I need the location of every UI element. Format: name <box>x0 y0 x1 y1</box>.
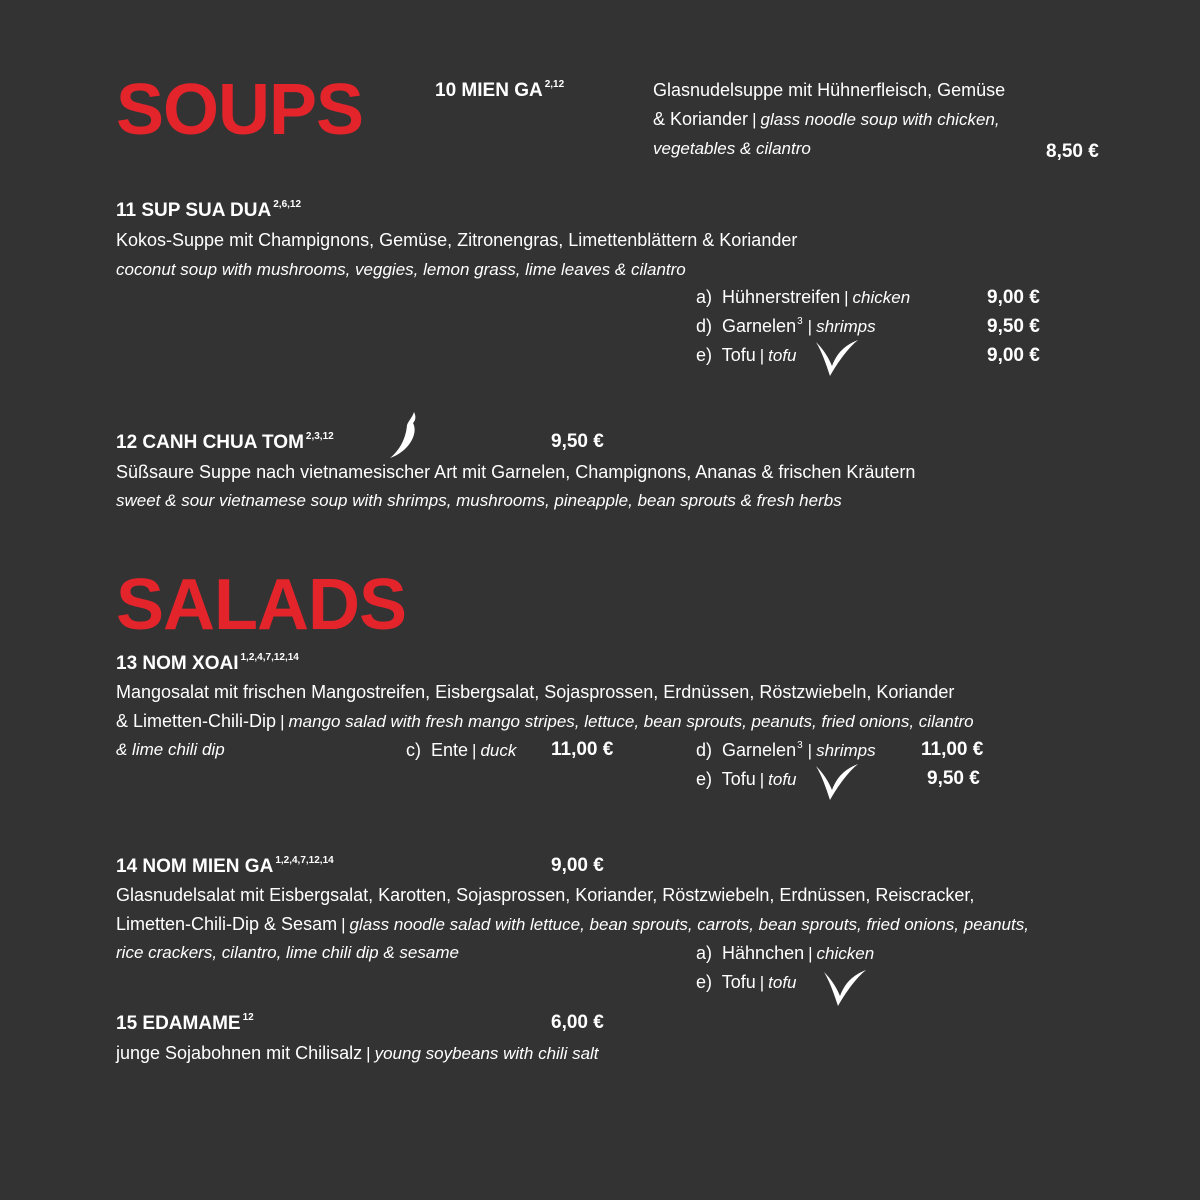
chili-icon <box>386 410 422 460</box>
dish-name: 10 MIEN GA <box>435 80 543 101</box>
dish-description-de: Mangosalat mit frischen Mangostreifen, Eisbergsalat, Sojasprossen, Erdnüssen, Röstzwiebeln, Koriander <box>116 682 955 702</box>
option-name-en: tofu <box>768 973 797 992</box>
allergen-codes: 1,2,4,7,12,14 <box>240 652 299 663</box>
option-price: 11,00 € <box>551 739 614 760</box>
separator: | <box>807 741 813 760</box>
option-code: e) <box>696 769 713 789</box>
option-price: 9,50 € <box>987 316 1040 337</box>
dish-title-mien-ga <box>435 79 564 102</box>
allergen-codes: 2,12 <box>544 79 565 90</box>
dish-description-de: Limetten-Chili-Dip & Sesam <box>116 914 338 934</box>
option-name-en: duck <box>480 741 517 760</box>
separator: | <box>752 110 757 129</box>
option-name-de: Tofu <box>721 769 756 789</box>
option-code: d) <box>696 316 713 336</box>
allergen-codes: 1,2,4,7,12,14 <box>275 855 334 866</box>
option-a <box>696 943 874 964</box>
separator: | <box>759 346 765 365</box>
dish-title-nom-mien-ga <box>116 855 334 878</box>
option-name-en: chicken <box>816 944 875 963</box>
option-name-de: Ente <box>431 740 469 760</box>
dish-price: 6,00 € <box>551 1012 604 1033</box>
dish-description-de: Glasnudelsuppe mit Hühnerfleisch, Gemüse <box>653 80 1006 100</box>
separator: | <box>759 770 765 789</box>
separator: | <box>341 915 346 934</box>
dish-price: 8,50 € <box>1046 141 1099 162</box>
option-e <box>696 345 797 366</box>
soups-heading: SOUPS <box>116 70 364 150</box>
dish-name: 12 CANH CHUA TOM <box>116 432 304 453</box>
option-code: a) <box>696 287 713 307</box>
dish-description-en: & lime chili dip <box>116 740 225 759</box>
option-name-de: Tofu <box>721 345 756 365</box>
separator: | <box>759 973 765 992</box>
dish-description-de: & Koriander <box>653 109 749 129</box>
option-c <box>406 740 516 761</box>
salads-heading: SALADS <box>116 565 407 645</box>
option-code: d) <box>696 740 713 760</box>
dish-description-line <box>116 914 1029 935</box>
dish-price: 9,00 € <box>551 855 604 876</box>
dish-description-de: junge Sojabohnen mit Chilisalz <box>116 1043 363 1063</box>
separator: | <box>844 288 849 307</box>
dish-description-en: glass noodle soup with chicken, <box>760 110 1000 129</box>
dish-description-en: glass noodle salad with lettuce, bean sprouts, carrots, bean sprouts, fried onions, peanuts, <box>349 915 1029 934</box>
allergen-codes: 12 <box>242 1012 254 1023</box>
option-name-de: Garnelen <box>722 316 797 336</box>
dish-description-de: & Limetten-Chili-Dip <box>116 711 277 731</box>
separator: | <box>366 1044 371 1063</box>
option-code: a) <box>696 943 713 963</box>
dish-description-en: mango salad with fresh mango stripes, lettuce, bean sprouts, peanuts, fried onions, cilantro <box>288 712 974 731</box>
option-name-de: Tofu <box>721 972 756 992</box>
separator: | <box>808 944 813 963</box>
dish-title-canh-chua-tom <box>116 431 334 454</box>
allergen-codes: 2,3,12 <box>305 431 334 442</box>
dish-description-de: Süßsaure Suppe nach vietnamesischer Art mit Garnelen, Champignons, Ananas & frischen Kräutern <box>116 462 916 482</box>
option-e <box>696 972 797 993</box>
dish-description-line <box>653 109 1000 130</box>
dish-description-en: coconut soup with mushrooms, veggies, lemon grass, lime leaves & cilantro <box>116 260 686 279</box>
dish-description-line <box>116 711 974 732</box>
dish-name: 13 NOM XOAI <box>116 653 239 674</box>
option-code: e) <box>696 972 713 992</box>
dish-description-en: rice crackers, cilantro, lime chili dip & sesame <box>116 943 459 962</box>
option-code: e) <box>696 345 713 365</box>
dish-price: 9,50 € <box>551 431 604 452</box>
dish-title-edamame <box>116 1012 254 1035</box>
dish-description-line <box>116 1043 599 1064</box>
dish-description-en: sweet & sour vietnamese soup with shrimps, mushrooms, pineapple, bean sprouts & fresh herbs <box>116 491 842 510</box>
dish-name: 14 NOM MIEN GA <box>116 856 274 877</box>
option-e <box>696 769 797 790</box>
dish-description-de: Kokos-Suppe mit Champignons, Gemüse, Zitronengras, Limettenblättern & Koriander <box>116 230 798 250</box>
option-d <box>696 740 876 761</box>
dish-description-en: young soybeans with chili salt <box>374 1044 599 1063</box>
option-name-de: Hähnchen <box>722 943 805 963</box>
vegan-leaf-icon <box>812 336 860 380</box>
separator: | <box>280 712 285 731</box>
allergen-codes: 3 <box>797 740 803 751</box>
dish-description-de: Glasnudelsalat mit Eisbergsalat, Karotten, Sojasprossen, Koriander, Röstzwiebeln, Erdnüssen, Reiscracker, <box>116 885 975 905</box>
option-name-en: shrimps <box>816 317 876 336</box>
allergen-codes: 3 <box>797 316 803 327</box>
dish-name: 15 EDAMAME <box>116 1013 241 1034</box>
option-price: 11,00 € <box>921 739 984 760</box>
separator: | <box>807 317 813 336</box>
option-name-de: Hühnerstreifen <box>722 287 841 307</box>
vegan-leaf-icon <box>820 966 868 1010</box>
option-name-en: tofu <box>768 770 797 789</box>
dish-title-sup-sua-dua <box>116 199 301 222</box>
option-name-de: Garnelen <box>722 740 797 760</box>
option-name-en: chicken <box>852 288 911 307</box>
option-a <box>696 287 910 308</box>
option-price: 9,00 € <box>987 345 1040 366</box>
option-price: 9,00 € <box>987 287 1040 308</box>
allergen-codes: 2,6,12 <box>273 199 302 210</box>
option-name-en: tofu <box>768 346 797 365</box>
separator: | <box>472 741 477 760</box>
vegan-leaf-icon <box>812 760 860 804</box>
option-price: 9,50 € <box>927 768 980 789</box>
option-name-en: shrimps <box>816 741 876 760</box>
dish-name: 11 SUP SUA DUA <box>116 200 272 221</box>
option-d <box>696 316 876 337</box>
dish-description-en: vegetables & cilantro <box>653 139 811 158</box>
option-code: c) <box>406 740 421 760</box>
dish-title-nom-xoai <box>116 652 299 675</box>
